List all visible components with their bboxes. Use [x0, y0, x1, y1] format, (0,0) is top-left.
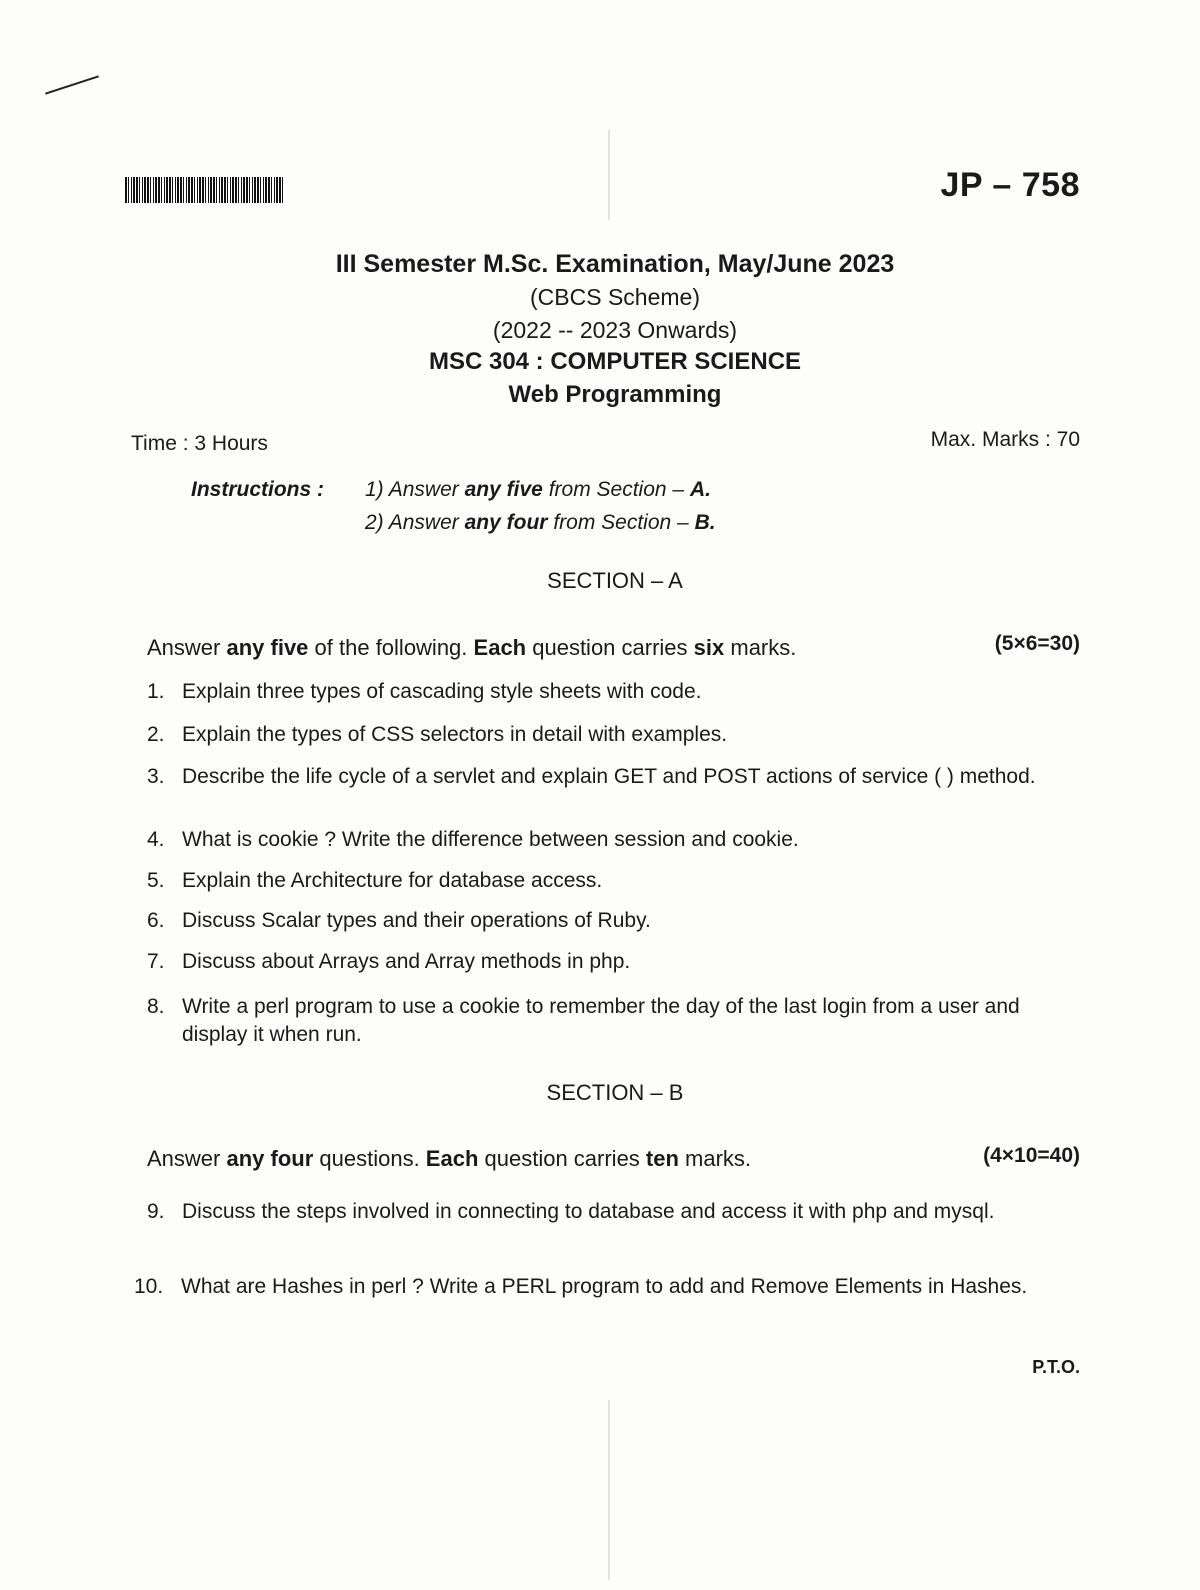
exam-title: III Semester M.Sc. Examination, May/June 2023 — [335, 250, 895, 278]
question-item: 1. Explain three types of cascading style sheets with code. — [147, 680, 702, 703]
section-a-heading: SECTION – A — [547, 568, 683, 593]
section-b-instruction: Answer any four questions. Each question carries ten marks. — [147, 1146, 752, 1171]
fold-crease — [608, 1400, 610, 1580]
fold-crease — [608, 130, 610, 220]
instructions-label: Instructions : — [191, 478, 325, 501]
question-item: 4. What is cookie ? Write the difference between session and cookie. — [147, 828, 799, 851]
question-item: 10. What are Hashes in perl ? Write a PERL program to add and Remove Elements in Hashes. — [134, 1275, 1028, 1298]
barcode — [125, 177, 285, 203]
question-item: 2. Explain the types of CSS selectors in detail with examples. — [147, 723, 728, 746]
question-item: 9. Discuss the steps involved in connecting to database and access it with php and mysql. — [147, 1200, 995, 1223]
question-item: 7. Discuss about Arrays and Array methods in php. — [147, 950, 631, 973]
paper-code: JP – 758 — [940, 166, 1080, 204]
exam-years: (2022 -- 2023 Onwards) — [492, 317, 738, 343]
time-allowed: Time : 3 Hours — [131, 432, 268, 455]
section-b-marks: (4×10=40) — [983, 1144, 1080, 1167]
question-item: 6. Discuss Scalar types and their operations of Ruby. — [147, 909, 651, 932]
exam-paper-name: Web Programming — [508, 381, 722, 408]
instruction-item: 2) Answer any four from Section – B. — [365, 511, 716, 534]
exam-subject: MSC 304 : COMPUTER SCIENCE — [428, 348, 802, 375]
please-turn-over: P.T.O. — [1032, 1357, 1080, 1377]
section-a-instruction: Answer any five of the following. Each question carries six marks. — [147, 635, 797, 660]
max-marks: Max. Marks : 70 — [930, 428, 1080, 451]
exam-scheme: (CBCS Scheme) — [530, 284, 700, 310]
section-b-heading: SECTION – B — [546, 1080, 684, 1105]
question-item: 3. Describe the life cycle of a servlet and explain GET and POST actions of service ( ) method. — [147, 765, 1036, 788]
question-item: 8. Write a perl program to use a cookie to remember the day of the last login from a user and display it when run. — [147, 995, 1020, 1046]
section-a-marks: (5×6=30) — [994, 632, 1080, 655]
instruction-item: 1) Answer any five from Section – A. — [365, 478, 711, 501]
question-item: 5. Explain the Architecture for database access. — [147, 869, 603, 892]
pen-mark — [45, 75, 99, 94]
